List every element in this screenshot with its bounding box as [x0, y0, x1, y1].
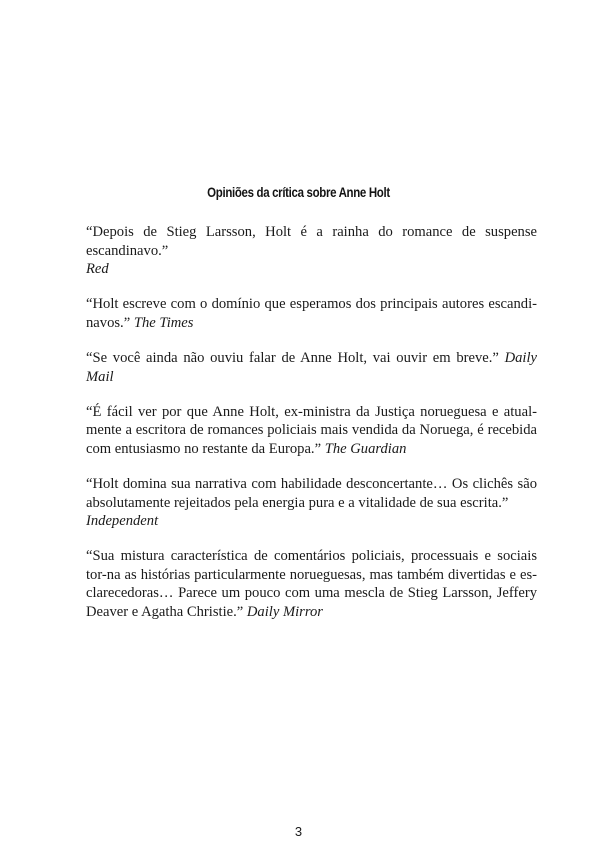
quote-source: The Times [133, 314, 194, 331]
quote-source: Daily Mirror [246, 604, 323, 620]
quote-independent [86, 475, 537, 531]
quote-source: Independent [86, 513, 159, 530]
quote-text: “Sua mistura característica de comentários policiais, processuais e sociais tor-na as histórias particularmente norueguesas, mas também divertidas e es-clarecedoras… Parece um pouco com uma mescla de Stieg Larsson, Jeffery Deaver e Agatha Christie.” [86, 548, 537, 620]
quote-text: “Depois de Stieg Larsson, Holt é a rainha do romance de suspense escandinavo.” [86, 224, 537, 259]
quote-text: “Holt escreve com o domínio que esperamos dos principais autores escandi-navos.” [86, 296, 537, 331]
quote-text: “Se você ainda não ouviu falar de Anne Holt, vai ouvir em breve.” [86, 349, 499, 366]
quote-the-guardian [86, 403, 537, 459]
quote-source: The Guardian [324, 440, 407, 457]
quote-source: Red [86, 261, 109, 278]
quote-the-times [86, 295, 537, 332]
quote-red [86, 223, 537, 279]
quote-daily-mail [86, 349, 537, 386]
page-title: Opiniões da crítica sobre Anne Holt [207, 184, 390, 200]
quote-daily-mirror [86, 547, 537, 621]
quote-source: Daily Mail [86, 349, 537, 385]
quote-text: “É fácil ver por que Anne Holt, ex-ministra da Justiça norueguesa e atual-mente a escritora de romances policiais mais vendida da Noruega, é recebida com entusiasmo no restante da Europa.” [86, 403, 537, 457]
quote-text: “Holt domina sua narrativa com habilidade desconcertante… Os clichês são absolutamente rejeitados pela energia pura e a vitalidade de sua escrita.” [86, 475, 537, 511]
quotes-section [86, 223, 537, 638]
page-number: 3 [294, 824, 303, 839]
